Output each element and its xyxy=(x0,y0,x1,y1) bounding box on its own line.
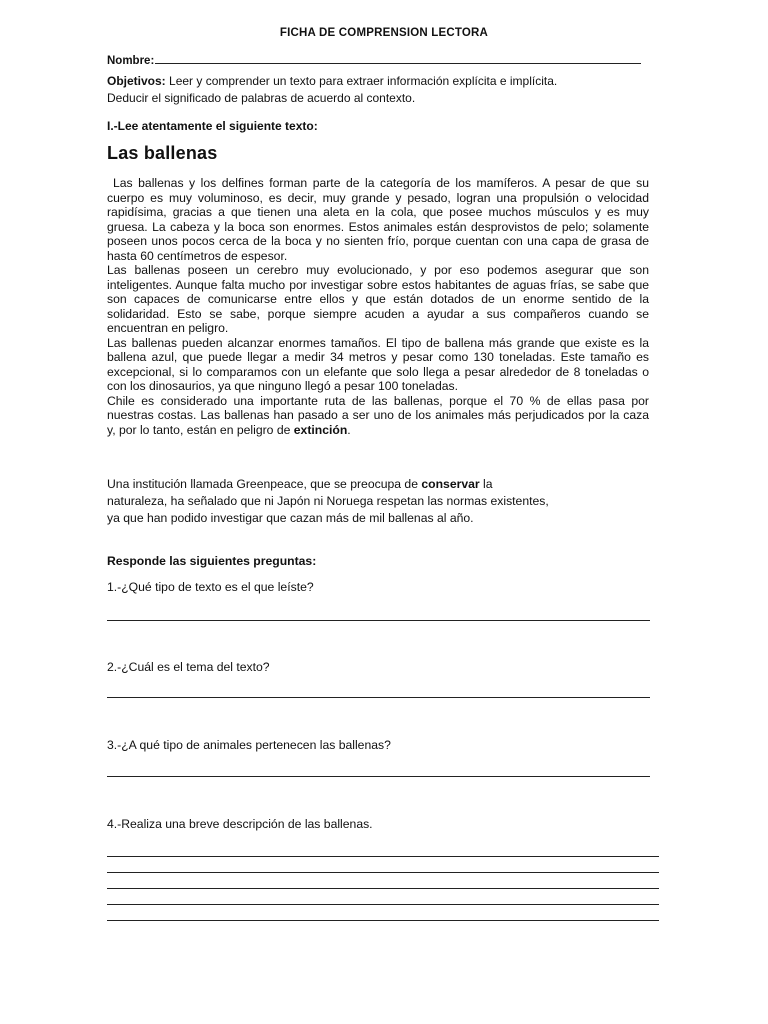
answer-line-3[interactable] xyxy=(107,776,650,777)
p5-text-b: la xyxy=(479,477,493,491)
keyword-conservar: conservar xyxy=(421,477,480,491)
questions-heading: Responde las siguientes preguntas: xyxy=(107,554,317,568)
reading-body xyxy=(107,176,649,437)
reading-instruction: I.-Lee atentamente el siguiente texto: xyxy=(107,119,318,133)
reading-title: Las ballenas xyxy=(107,143,218,163)
answer-line-1[interactable] xyxy=(107,620,650,621)
reading-paragraph-4-end: . xyxy=(347,422,351,437)
keyword-extincion: extinción xyxy=(293,422,348,437)
reading-paragraph-5 xyxy=(107,476,667,527)
name-blank-line xyxy=(155,53,641,64)
name-label: Nombre: xyxy=(107,55,155,67)
reading-paragraph-4 xyxy=(107,394,649,438)
answer-line-2[interactable] xyxy=(107,697,650,698)
objectives-text-2: Deducir el significado de palabras de acuerdo al contexto. xyxy=(107,91,416,105)
answer-line-4a[interactable] xyxy=(107,856,659,857)
question-4: 4.-Realiza una breve descripción de las ballenas. xyxy=(107,817,373,831)
objectives-line-1 xyxy=(107,73,647,90)
reading-paragraph-3: Las ballenas pueden alcanzar enormes tamaños. El tipo de ballena más grande que existe es la ballena azul, que puede llegar a medir 34 metros y pesar como 130 toneladas. Este tamaño es excepcional, si lo comparamos con un elefante que solo llega a pesar alrededor de 8 toneladas o con los dinosaurios, ya que ninguno llegó a pesar 100 toneladas. xyxy=(107,335,649,393)
answer-line-4e[interactable] xyxy=(107,920,659,921)
p5-text-a: Una institución llamada Greenpeace, que se preocupa de xyxy=(107,477,422,491)
reading-paragraph-5-line-2: naturaleza, ha señalado que ni Japón ni Noruega respetan las normas existentes, xyxy=(107,494,549,508)
question-3: 3.-¿A qué tipo de animales pertenecen las ballenas? xyxy=(107,738,391,752)
name-field xyxy=(107,53,641,67)
reading-paragraph-5-line-3: ya que han podido investigar que cazan más de mil ballenas al año. xyxy=(107,511,474,525)
answer-line-4b[interactable] xyxy=(107,872,659,873)
reading-paragraph-2: Las ballenas poseen un cerebro muy evolucionado, y por eso podemos asegurar que son inteligentes. Aunque falta mucho por investigar sobre estos habitantes de aguas frías, se sabe que son capaces de comunicarse entre ellos y que están dotados de un enorme sentido de la solidaridad. Esto se sabe, porque siempre acuden a ayudar a sus compañeros cuando se encuentran en peligro. xyxy=(107,263,649,335)
objectives xyxy=(107,73,647,107)
answer-line-4d[interactable] xyxy=(107,904,659,905)
worksheet-title: FICHA DE COMPRENSION LECTORA xyxy=(279,27,489,39)
reading-paragraph-5-line-1 xyxy=(107,476,667,493)
reading-paragraph-1: Las ballenas y los delfines forman parte de la categoría de los mamíferos. A pesar de que su cuerpo es muy voluminoso, es decir, muy grande y pesado, logran una propulsión o velocidad rapidísima, gracias a que tienen una aleta en la cola, que posee muchos músculos y es muy gruesa. La cabeza y la boca son enormes. Estos animales están desprovistos de pelo; solamente poseen unos pocos cerca de la boca y no sienten frío, porque cuentan con una capa de grasa de hasta 60 centímetros de espesor. xyxy=(107,176,649,263)
answer-line-4c[interactable] xyxy=(107,888,659,889)
objectives-label: Objetivos: xyxy=(107,74,166,88)
objectives-text-1: Leer y comprender un texto para extraer información explícita e implícita. xyxy=(165,74,558,88)
question-1: 1.-¿Qué tipo de texto es el que leíste? xyxy=(107,580,314,594)
reading-paragraph-4-text: Chile es considerado una importante ruta de las ballenas, porque el 70 % de ellas pasa por nuestras costas. Las ballenas han pasado a ser uno de los animales más perjudicados por la caza y, por lo tanto, están en peligro de xyxy=(107,393,649,437)
question-2: 2.-¿Cuál es el tema del texto? xyxy=(107,660,270,674)
